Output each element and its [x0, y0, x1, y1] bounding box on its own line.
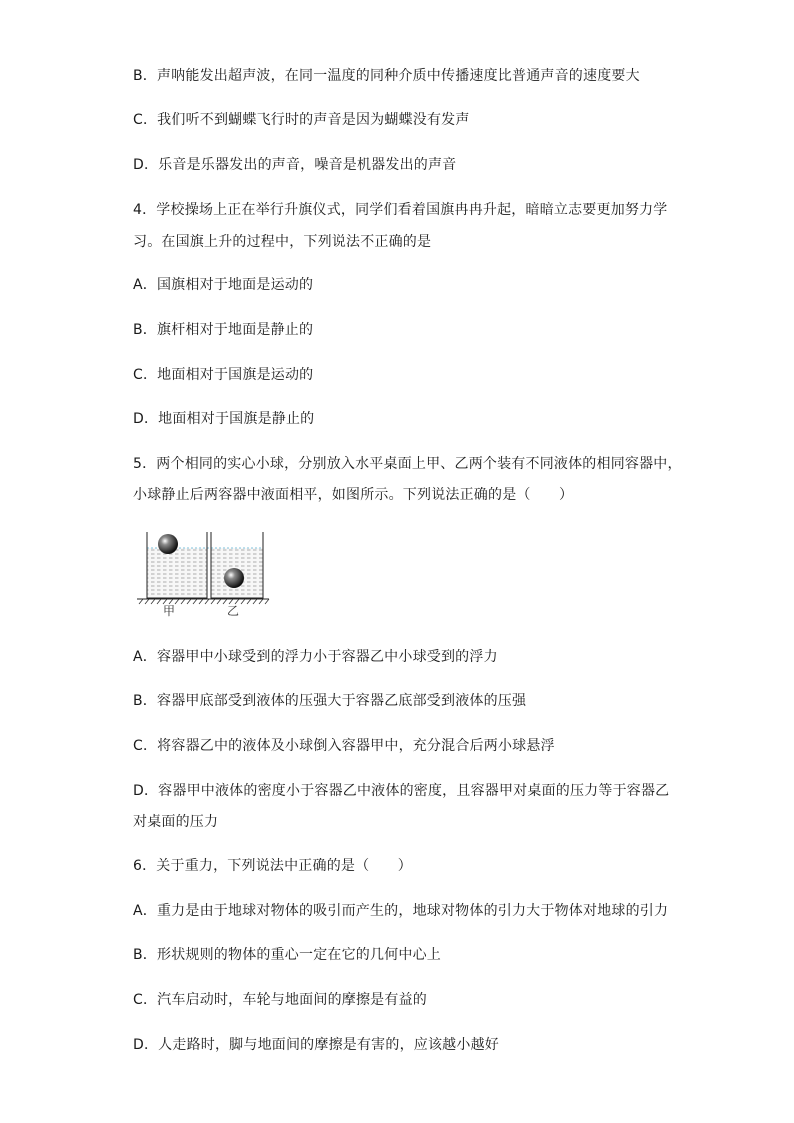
q5-option-c: C．将容器乙中的液体及小球倒入容器甲中，充分混合后两小球悬浮 [133, 738, 555, 754]
q4-stem-line1: 4．学校操场上正在举行升旗仪式，同学们看着国旗冉冉升起，暗暗立志要更加努力学 [133, 202, 668, 218]
q6-option-b: B．形状规则的物体的重心一定在它的几何中心上 [133, 947, 442, 963]
q6-stem: 6．关于重力，下列说法中正确的是（ ） [133, 858, 412, 874]
q3-option-b: B．声呐能发出超声波，在同一温度的同种介质中传播速度比普通声音的速度要大 [133, 68, 640, 84]
q3-option-d: D．乐音是乐器发出的声音，噪音是机器发出的声音 [133, 157, 457, 173]
ball-jia [158, 534, 178, 554]
q5-option-d-line2: 对桌面的压力 [133, 814, 219, 830]
q5-option-b: B．容器甲底部受到液体的压强大于容器乙底部受到液体的压强 [133, 693, 527, 709]
q6-option-d: D．人走路时，脚与地面间的摩擦是有害的，应该越小越好 [133, 1037, 499, 1053]
q4-option-d: D．地面相对于国旗是静止的 [133, 411, 315, 427]
table-hatching [139, 599, 269, 604]
ball-yi [224, 568, 244, 588]
q5-option-d-line1: D．容器甲中液体的密度小于容器乙中液体的密度，且容器甲对桌面的压力等于容器乙 [133, 783, 670, 799]
q6-option-c: C．汽车启动时，车轮与地面间的摩擦是有益的 [133, 992, 427, 1008]
label-jia: 甲 [163, 604, 176, 618]
q5-option-a: A．容器甲中小球受到的浮力小于容器乙中小球受到的浮力 [133, 649, 498, 665]
q4-option-b: B．旗杆相对于地面是静止的 [133, 322, 314, 338]
q4-option-c: C．地面相对于国旗是运动的 [133, 367, 314, 383]
liquid-jia [147, 548, 207, 598]
q4-stem-line2: 习。在国旗上升的过程中，下列说法不正确的是 [133, 234, 432, 250]
q3-option-c: C．我们听不到蝴蝶飞行时的声音是因为蝴蝶没有发声 [133, 112, 470, 128]
q5-figure [133, 528, 273, 620]
label-yi: 乙 [227, 604, 240, 618]
q5-stem-line1: 5．两个相同的实心小球，分别放入水平桌面上甲、乙两个装有不同液体的相同容器中， [133, 456, 682, 472]
q6-option-a: A．重力是由于地球对物体的吸引而产生的，地球对物体的引力大于物体对地球的引力 [133, 903, 669, 919]
containers-diagram [133, 528, 273, 608]
q4-option-a: A．国旗相对于地面是运动的 [133, 277, 314, 293]
q5-stem-line2: 小球静止后两容器中液面相平，如图所示。下列说法正确的是（ ） [133, 487, 574, 503]
